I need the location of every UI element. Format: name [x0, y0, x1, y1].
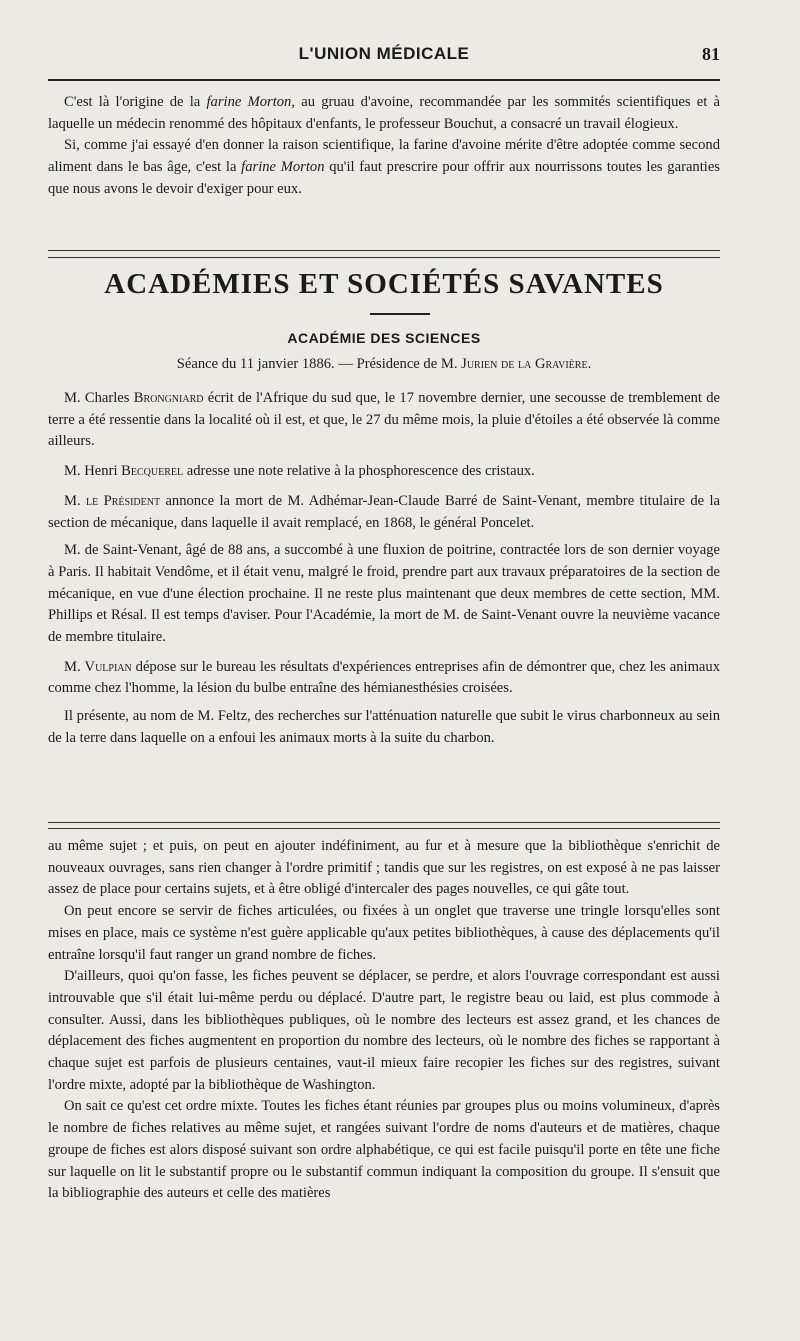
sciences-p2-text-a: M. Henri [64, 463, 122, 480]
biblio-text [48, 836, 720, 1205]
page-number: 81 [702, 44, 720, 64]
intro-p1-text-b: , au gruau d'avoine, recommandée par les sommités scientifiques et à laquelle un médecin renommé des hôpitaux d'enfants, le professeur Bouchut, a consacré un travail élogieux. [48, 94, 720, 132]
section-heading: ACADÉMIES ET SOCIÉTÉS SAVANTES [104, 268, 664, 300]
sciences-p3-text-a: M. [64, 492, 87, 509]
sciences-p3-name: le Président [86, 492, 161, 509]
running-title: L'UNION MÉDICALE [298, 44, 470, 63]
biblio-paragraph-4: On sait ce qu'est cet ordre mixte. Toutes les fiches étant réunies par groupes plus ou moins volumineux, d'après le nombre de fiches relatives au même sujet, et rangées suivant l'ordre de noms d'auteurs et de matières, chaque groupe de fiches est alors disposé suivant son ordre alphabétique, ce qui est facile puisqu'il porte en tête une fiche sur laquelle on lit le substantif propre ou le substantif commun indiquant la composition du groupe. Il s'ensuit que la bibliographie des auteurs et celle des matières [48, 1098, 720, 1202]
page-header [48, 36, 720, 76]
sciences-p2-name: Becquerel [121, 463, 184, 480]
sciences-paragraph-4: M. de Saint-Venant, âgé de 88 ans, a succombé à une fluxion de poitrine, contractée lors de son dernier voyage à Paris. Il habitait Vendôme, et il était venu, malgré le froid, prendre part aux travaux préparatoires de la section de mécanique, en vue d'une élection prochaine. Il ne reste plus maintenant que deux membres de cette section, MM. Phillips et Résal. Il est temps d'aviser. Pour l'Académie, la mort de M. de Saint-Venant ouvre la neuvième vacance de membre titulaire. [48, 542, 720, 646]
sciences-p1-text-a: M. Charles [64, 390, 134, 406]
intro-p2-italic: farine Morton [241, 159, 325, 176]
heading-rule [370, 313, 430, 315]
sciences-p5-name: Vulpian [84, 658, 132, 675]
sciences-paragraph-6: Il présente, au nom de M. Feltz, des recherches sur l'atténuation naturelle que subit le virus charbonneux au sein de la terre dans laquelle on a enfoui les animaux morts à la suite du charbon. [48, 708, 720, 746]
sciences-paragraph-2 [48, 461, 720, 483]
section-divider [48, 250, 720, 258]
header-rule [48, 79, 720, 81]
intro-paragraph-2 [48, 135, 720, 200]
sciences-paragraph-3 [48, 491, 720, 534]
sciences-p1-name: Brongniard [133, 390, 204, 406]
intro-p1-italic: farine Morton [206, 94, 292, 110]
intro-p1-text-a: C'est là l'origine de la [64, 94, 207, 110]
session-text-a: Séance du 11 janvier 1886. — Présidence de M. [176, 356, 462, 372]
session-line [48, 356, 720, 373]
sciences-p5-text-a: M. [64, 658, 85, 675]
sciences-paragraph-1 [48, 388, 720, 453]
sciences-p1-text-b: écrit de l'Afrique du sud que, le 17 novembre dernier, une secousse de tremblement de terre a été ressentie dans la localité où il est, et que, le 27 du même mois, la pluie d'étoiles a été observée là comme ailleurs. [48, 390, 720, 450]
intro-p2-text-a: Si, comme j'ai essayé d'en donner la raison scientifique, la farine d'avoine mérite d'être adoptée comme second aliment dans le bas âge, c'est la [48, 137, 720, 176]
sciences-p3-text-b: annonce la mort de M. Adhémar-Jean-Claude Barré de Saint-Venant, membre titulaire de la section de mécanique, dans laquelle il avait remplacé, en 1868, le général Poncelet. [48, 492, 721, 531]
intro-text [48, 92, 720, 201]
session-text-b: . [587, 356, 592, 372]
article-divider [48, 822, 720, 829]
sciences-paragraph-5 [48, 657, 720, 700]
biblio-paragraph-2: On peut encore se servir de fiches articulées, ou fixées à un onglet que traverse une tringle lorsqu'elles sont mises en place, mais ce système n'est guère applicable qu'aux petites bibliothèques, à cause des déplacements qu'il entraîne lorsqu'il faut ranger un grand nombre de fiches. [48, 903, 720, 963]
sciences-text [48, 382, 720, 750]
sub-heading: ACADÉMIE DES SCIENCES [287, 330, 481, 346]
intro-p2-text-b: qu'il faut prescrire pour offrir aux nourrissons toutes les garanties que nous avons le devoir d'exiger pour eux. [48, 159, 720, 197]
intro-paragraph-1 [48, 92, 720, 135]
sciences-p5-text-b: dépose sur le bureau les résultats d'expériences entreprises afin de démontrer que, chez les animaux comme chez l'homme, la lésion du bulbe entraîne des hémianesthésies croisées. [48, 658, 720, 697]
sciences-p2-text-b: adresse une note relative à la phosphorescence des cristaux. [183, 463, 535, 480]
session-president: Jurien de la Gravière [461, 356, 588, 372]
biblio-paragraph-3: D'ailleurs, quoi qu'on fasse, les fiches peuvent se déplacer, se perdre, et alors l'ouvrage correspondant est aussi introuvable que s'il était lui-même perdu ou déplacé. D'autre part, le registre beau ou laid, est plus commode à consulter. Aussi, dans les bibliothèques publiques, où le nombre des lecteurs est assez grand, et les chances de déplacement des fiches augmentent en proportion du nombre des lecteurs, où le nombre des fiches se rapportant à chaque sujet est parfois de plusieurs centaines, vaut-il mieux faire recopier les fiches sur des registres, suivant l'ordre mixte, adopté par la bibliothèque de Washington. [48, 968, 720, 1093]
biblio-paragraph-1: au même sujet ; et puis, on peut en ajouter indéfiniment, au fur et à mesure que la bibliothèque s'enrichit de nouveaux ouvrages, sans rien changer à l'ordre primitif ; tandis que sur les registres, on est exposé à ne pas laisser assez de place pour certains sujets, et à être obligé d'intercaler des pages nouvelles, ce qui gâte tout. [48, 838, 720, 898]
